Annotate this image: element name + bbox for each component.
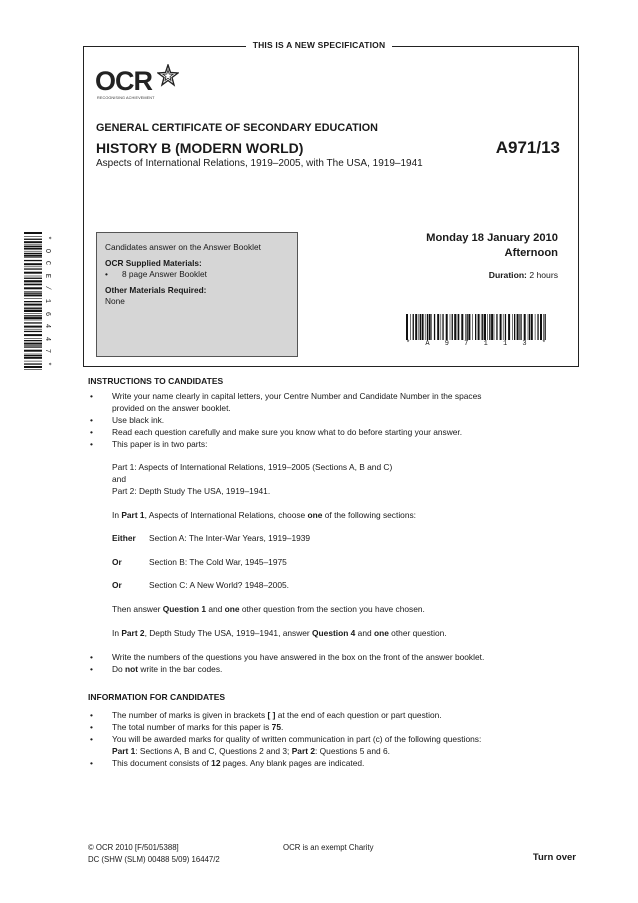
- bullet: •: [90, 664, 93, 674]
- information-title: INFORMATION FOR CANDIDATES: [88, 692, 226, 702]
- instructions-title: INSTRUCTIONS TO CANDIDATES: [88, 376, 224, 386]
- turn-over: Turn over: [532, 852, 576, 863]
- exam-duration: Duration: 2 hours: [488, 270, 558, 280]
- instruction-2: Use black ink.: [112, 415, 165, 425]
- parts-list: Part 1: Aspects of International Relations, 1919–2005 (Sections A, B and C) and Part 2: Depth Study The USA, 1919–1941.: [112, 462, 393, 496]
- option-or-1: Or: [112, 557, 122, 567]
- barcode-char: 4: [42, 336, 51, 341]
- section-c: Section C: A New World? 1948–2005.: [149, 580, 289, 590]
- barcode-char: 1: [42, 298, 51, 304]
- other-heading: Other Materials Required:: [105, 285, 207, 295]
- barcode-char: *: [42, 235, 51, 241]
- barcode-char: 6: [42, 311, 51, 316]
- bullet: •: [90, 439, 93, 449]
- barcode-char: 4: [42, 324, 51, 329]
- barcode-char: 3: [522, 340, 527, 348]
- section-a: Section A: The Inter-War Years, 1919–1939: [149, 533, 311, 543]
- info-2: The total number of marks for this paper is 75.: [112, 722, 284, 732]
- barcode-char: *: [42, 361, 51, 367]
- subject-title: HISTORY B (MODERN WORLD): [96, 140, 304, 156]
- info-3: You will be awarded marks for quality of written communication in part (c) of the following questions: Part 1: Sections A, B and C, Questions 2 and 3; Part 2: Questions 5 and 6.: [112, 734, 482, 756]
- barcode-char: E: [42, 273, 51, 278]
- barcode-char: 7: [42, 349, 51, 354]
- ocr-logo: [95, 64, 185, 104]
- option-either: Either: [112, 533, 136, 543]
- section-b: Section B: The Cold War, 1945–1975: [149, 557, 287, 567]
- exam-session: Afternoon: [504, 247, 558, 259]
- instruction-1: Write your name clearly in capital letters, your Centre Number and Candidate Number in the spaces provided on the answer booklet.: [112, 391, 482, 413]
- part2-answer: In Part 2, Depth Study The USA, 1919–1941, answer Question 4 and one other question.: [112, 628, 447, 638]
- then-answer: Then answer Question 1 and one other question from the section you have chosen.: [112, 604, 425, 614]
- bullet: •: [90, 391, 93, 401]
- bullet: •: [90, 652, 93, 662]
- paper-subtitle: Aspects of International Relations, 1919–2005, with The USA, 1919–1941: [96, 158, 423, 169]
- instruction-4: This paper is in two parts:: [112, 439, 208, 449]
- supplied-heading: OCR Supplied Materials:: [105, 258, 202, 268]
- barcode-char: 1: [483, 340, 488, 348]
- info-4: This document consists of 12 pages. Any blank pages are indicated.: [112, 758, 365, 768]
- answer-booklet-line: Candidates answer on the Answer Booklet: [105, 242, 261, 252]
- bullet: •: [90, 722, 93, 732]
- bullet: •: [90, 415, 93, 425]
- barcode-vertical: [24, 232, 42, 370]
- barcode-char: O: [42, 248, 51, 253]
- bullet: •: [90, 758, 93, 768]
- instruction-5: Write the numbers of the questions you have answered in the box on the front of the answer booklet.: [112, 652, 485, 662]
- barcode-char: C: [42, 261, 51, 266]
- part1-choice: In Part 1, Aspects of International Relations, choose one of the following sections:: [112, 510, 417, 520]
- unit-code: A971/13: [495, 138, 560, 157]
- bullet: •: [90, 734, 93, 744]
- qualification-title: GENERAL CERTIFICATE OF SECONDARY EDUCATION: [96, 122, 378, 134]
- footer-charity: OCR is an exempt Charity: [283, 843, 374, 852]
- supplied-item: • 8 page Answer Booklet: [105, 269, 207, 279]
- footer-copyright: © OCR 2010 [F/501/5388]: [88, 843, 179, 852]
- other-item: None: [105, 296, 125, 306]
- barcode-char: *: [541, 340, 546, 348]
- instruction-6: Do not write in the bar codes.: [112, 664, 223, 674]
- bullet: •: [90, 710, 93, 720]
- barcode-char: 9: [444, 340, 449, 348]
- barcode-char: *: [406, 340, 411, 348]
- exam-date: Monday 18 January 2010: [426, 232, 558, 244]
- materials-box: [96, 232, 298, 357]
- info-1: The number of marks is given in brackets [ ] at the end of each question or part question.: [112, 710, 442, 720]
- logo-tagline: RECOGNISING ACHIEVEMENT: [97, 96, 155, 100]
- barcode-char: A: [425, 340, 430, 348]
- instruction-3: Read each question carefully and make sure you know what to do before starting your answer.: [112, 427, 463, 437]
- spec-heading: THIS IS A NEW SPECIFICATION: [0, 40, 638, 50]
- barcode-horizontal-chars: [406, 340, 546, 348]
- bullet: •: [90, 427, 93, 437]
- date-block: [426, 231, 558, 280]
- barcode-char: 7: [464, 340, 469, 348]
- star-icon: [157, 64, 179, 88]
- logo-text: OCR: [95, 66, 152, 96]
- barcode-char: 1: [502, 340, 508, 348]
- option-or-2: Or: [112, 580, 122, 590]
- barcode-char: /: [42, 286, 51, 291]
- barcode-vertical-chars: [42, 234, 52, 368]
- barcode-horizontal: [406, 314, 546, 340]
- footer-code: DC (SHW (SLM) 00488 5/09) 16447/2: [88, 855, 220, 864]
